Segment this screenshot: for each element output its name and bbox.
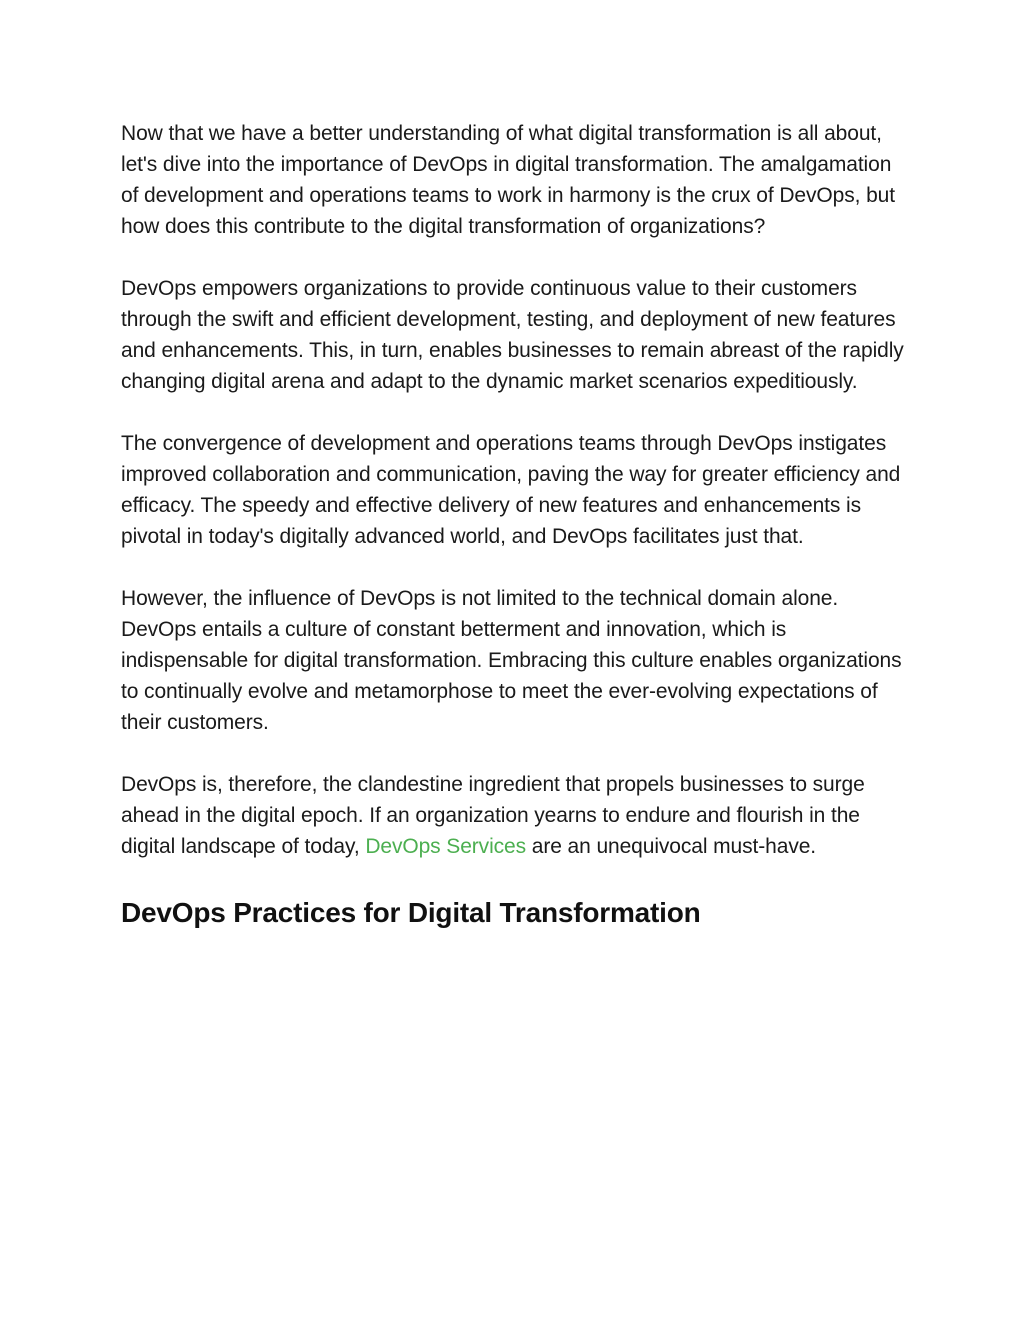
paragraph-intro: Now that we have a better understanding of what digital transformation is all about, let's dive into the importance of DevOps in digital transformation. The amalgamation of development and operations teams to work in harmony is the crux of DevOps, but how does this contribute to the digital transformation of organizations? bbox=[121, 122, 895, 238]
section-heading: DevOps Practices for Digital Transformation bbox=[121, 897, 701, 928]
paragraph-influence: However, the influence of DevOps is not limited to the technical domain alone. DevOps entails a culture of constant betterment and innovation, which is indispensable for digital transformation. Embracing this culture enables organizations to continually evolve and metamorphose to meet the ever-evolving expectations of their customers. bbox=[121, 587, 902, 734]
document-page bbox=[121, 118, 911, 933]
devops-services-link[interactable]: DevOps Services bbox=[365, 835, 527, 858]
conclusion-text-after-link: are an unequivocal must-have. bbox=[526, 835, 817, 858]
paragraph-conclusion bbox=[121, 769, 911, 862]
paragraph-empowers: DevOps empowers organizations to provide continuous value to their customers through the swift and efficient development, testing, and deployment of new features and enhancements. This, in turn, enables businesses to remain abreast of the rapidly changing digital arena and adapt to the dynamic market scenarios expeditiously. bbox=[121, 277, 904, 393]
paragraph-convergence: The convergence of development and operations teams through DevOps instigates improved collaboration and communication, paving the way for greater efficiency and efficacy. The speedy and effective delivery of new features and enhancements is pivotal in today's digitally advanced world, and DevOps facilitates just that. bbox=[121, 432, 901, 548]
conclusion-text-before-link: DevOps is, therefore, the clandestine ingredient that propels businesses to surge ahead in the digital epoch. If an organization yearns to endure and flourish in the digital landscape of today, bbox=[121, 773, 865, 858]
